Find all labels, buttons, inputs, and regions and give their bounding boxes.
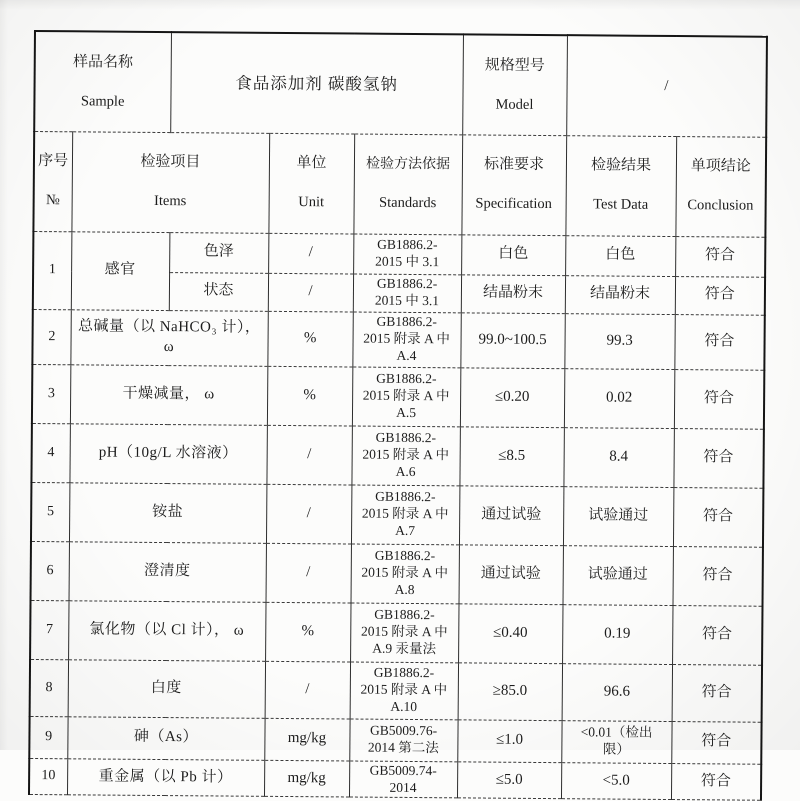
item-cell: 澄清度 [69, 541, 266, 602]
spec-cell: ≤5.0 [457, 762, 561, 800]
sample-label-en: Sample [80, 92, 125, 110]
conclusion-cell: 符合 [675, 276, 765, 315]
model-label-cn: 规格型号 [484, 57, 545, 74]
sub-item-cell: 色泽 [169, 232, 268, 273]
col-header-no [33, 131, 72, 231]
item-cell: 砷（As） [67, 716, 264, 760]
result-cell: 96.6 [562, 663, 672, 721]
table-row [30, 659, 762, 722]
spec-cell: 99.0~100.5 [460, 313, 564, 369]
col-no-cn: 序号 [38, 153, 69, 170]
standard-cell: GB5009.74- 2014 [349, 761, 457, 799]
sample-label-cell [34, 31, 171, 132]
conclusion-cell: 符合 [673, 546, 763, 606]
item-cell: 总碱量（以 NaHCO₃ 计）， ω [70, 309, 267, 366]
item-cell: 重金属（以 Pb 计） [67, 758, 264, 796]
conclusion-cell: 符合 [671, 721, 761, 764]
conclusion-cell: 符合 [673, 428, 763, 488]
col-conclusion-cn: 单项结论 [690, 158, 751, 175]
col-items-cn: 检验项目 [140, 154, 201, 171]
col-standards-cn: 检验方法依据 [365, 156, 451, 173]
result-cell: <5.0 [561, 762, 671, 800]
col-items-en: Items [153, 193, 187, 210]
col-result-cn: 检验结果 [590, 157, 652, 175]
item-cell: 白度 [68, 659, 265, 718]
unit-cell: / [266, 484, 351, 544]
item-cell: 氯化物（以 Cl 计）， ω [68, 600, 265, 661]
result-cell: 试验通过 [563, 486, 673, 546]
item-cell: pH（10g/L 水溶液） [69, 423, 266, 484]
table-row [29, 716, 761, 764]
table-row [32, 364, 765, 429]
header-row-sample [34, 31, 767, 137]
item-cell: 铵盐 [69, 482, 266, 543]
result-cell: 结晶粉末 [565, 275, 675, 314]
conclusion-cell: 符合 [674, 369, 764, 429]
spec-cell: ≤8.5 [459, 427, 563, 487]
col-header-conclusion [675, 136, 766, 237]
col-header-standards [353, 134, 462, 235]
no-cell: 8 [30, 659, 68, 716]
item-cell: 感官 [71, 231, 170, 310]
standard-cell: GB1886.2- 2015 附录 A 中 A.9 汞量法 [350, 603, 458, 663]
sample-value-cell: 食品添加剂 碳酸氢钠 [170, 32, 463, 135]
no-cell: 10 [29, 758, 67, 795]
unit-cell: % [265, 602, 350, 662]
unit-cell: / [268, 233, 353, 274]
standard-cell: GB1886.2- 2015 附录 A 中 A.4 [352, 312, 460, 368]
result-cell: 0.02 [564, 368, 674, 428]
conclusion-cell: 符合 [675, 236, 765, 277]
unit-cell: mg/kg [264, 718, 349, 761]
no-cell: 4 [31, 423, 69, 482]
col-spec-cn: 标准要求 [483, 156, 545, 174]
no-cell: 6 [31, 541, 69, 600]
standard-cell: GB1886.2- 2015 附录 A 中 A.7 [351, 485, 459, 545]
no-cell: 5 [31, 482, 69, 541]
no-cell: 2 [32, 309, 70, 364]
standard-cell: GB1886.2- 2015 中 3.1 [353, 234, 461, 275]
table-row [31, 482, 764, 547]
unit-cell: / [268, 273, 353, 312]
standard-cell: GB1886.2- 2015 附录 A 中 A.6 [351, 426, 459, 486]
unit-cell: % [267, 366, 352, 426]
col-spec-en: Specification [475, 195, 553, 213]
col-standards-en: Standards [379, 194, 437, 211]
header-row-columns [33, 131, 766, 237]
model-value-cell: / [566, 35, 767, 137]
conclusion-cell: 符合 [672, 664, 762, 722]
col-unit-en: Unit [298, 194, 325, 211]
spec-cell: ≥85.0 [458, 663, 562, 721]
conclusion-cell: 符合 [674, 314, 764, 370]
standard-cell: GB1886.2- 2015 附录 A 中 A.5 [352, 367, 460, 427]
result-cell: 8.4 [563, 427, 673, 487]
scanned-report-table [28, 30, 768, 801]
conclusion-cell: 符合 [673, 487, 763, 547]
sub-item-cell: 状态 [169, 272, 268, 311]
col-header-result [565, 136, 676, 237]
table-row [33, 231, 765, 277]
result-cell: 99.3 [564, 313, 674, 369]
result-cell: 白色 [565, 235, 675, 276]
model-label-cell [462, 34, 567, 135]
standard-cell: GB1886.2- 2015 附录 A 中 A.8 [351, 544, 459, 604]
col-unit-cn: 单位 [296, 155, 327, 172]
result-cell: 0.19 [562, 604, 672, 664]
table-row [31, 541, 764, 606]
item-cell: 干燥减量， ω [70, 364, 267, 425]
spec-cell: ≤0.40 [458, 604, 562, 664]
table-row [29, 758, 761, 800]
conclusion-cell: 符合 [672, 605, 762, 665]
no-cell: 3 [32, 364, 70, 423]
conclusion-cell: 符合 [671, 763, 761, 800]
model-label-en: Model [495, 96, 534, 113]
inspection-report-table [28, 30, 768, 801]
col-result-en: Test Data [593, 196, 649, 214]
spec-cell: 通过试验 [459, 545, 563, 605]
unit-cell: / [266, 425, 351, 485]
table-row [30, 600, 763, 665]
no-cell: 9 [29, 716, 67, 758]
spec-cell: ≤1.0 [457, 720, 561, 763]
unit-cell: / [266, 543, 351, 603]
sample-label-cn: 样品名称 [72, 53, 134, 71]
result-cell: 试验通过 [563, 545, 673, 605]
table-row [31, 423, 764, 488]
spec-cell: 白色 [461, 235, 565, 276]
spec-cell: ≤0.20 [460, 368, 564, 428]
col-no-en: № [45, 192, 60, 209]
standard-cell: GB1886.2- 2015 中 3.1 [353, 274, 461, 313]
unit-cell: mg/kg [264, 760, 349, 797]
no-cell: 7 [30, 600, 68, 659]
standard-cell: GB1886.2- 2015 附录 A 中 A.10 [350, 662, 458, 720]
spec-cell: 通过试验 [459, 486, 563, 546]
no-cell: 1 [33, 231, 72, 309]
unit-cell: % [267, 311, 352, 367]
result-cell: <0.01（检出 限） [561, 720, 671, 763]
unit-cell: / [265, 661, 350, 719]
spec-cell: 结晶粉末 [461, 275, 565, 314]
col-header-items [71, 132, 269, 233]
standard-cell: GB5009.76- 2014 第二法 [349, 719, 457, 762]
col-conclusion-en: Conclusion [687, 197, 754, 214]
col-header-spec [461, 135, 566, 236]
table-row [32, 309, 764, 370]
col-header-unit [268, 133, 354, 234]
